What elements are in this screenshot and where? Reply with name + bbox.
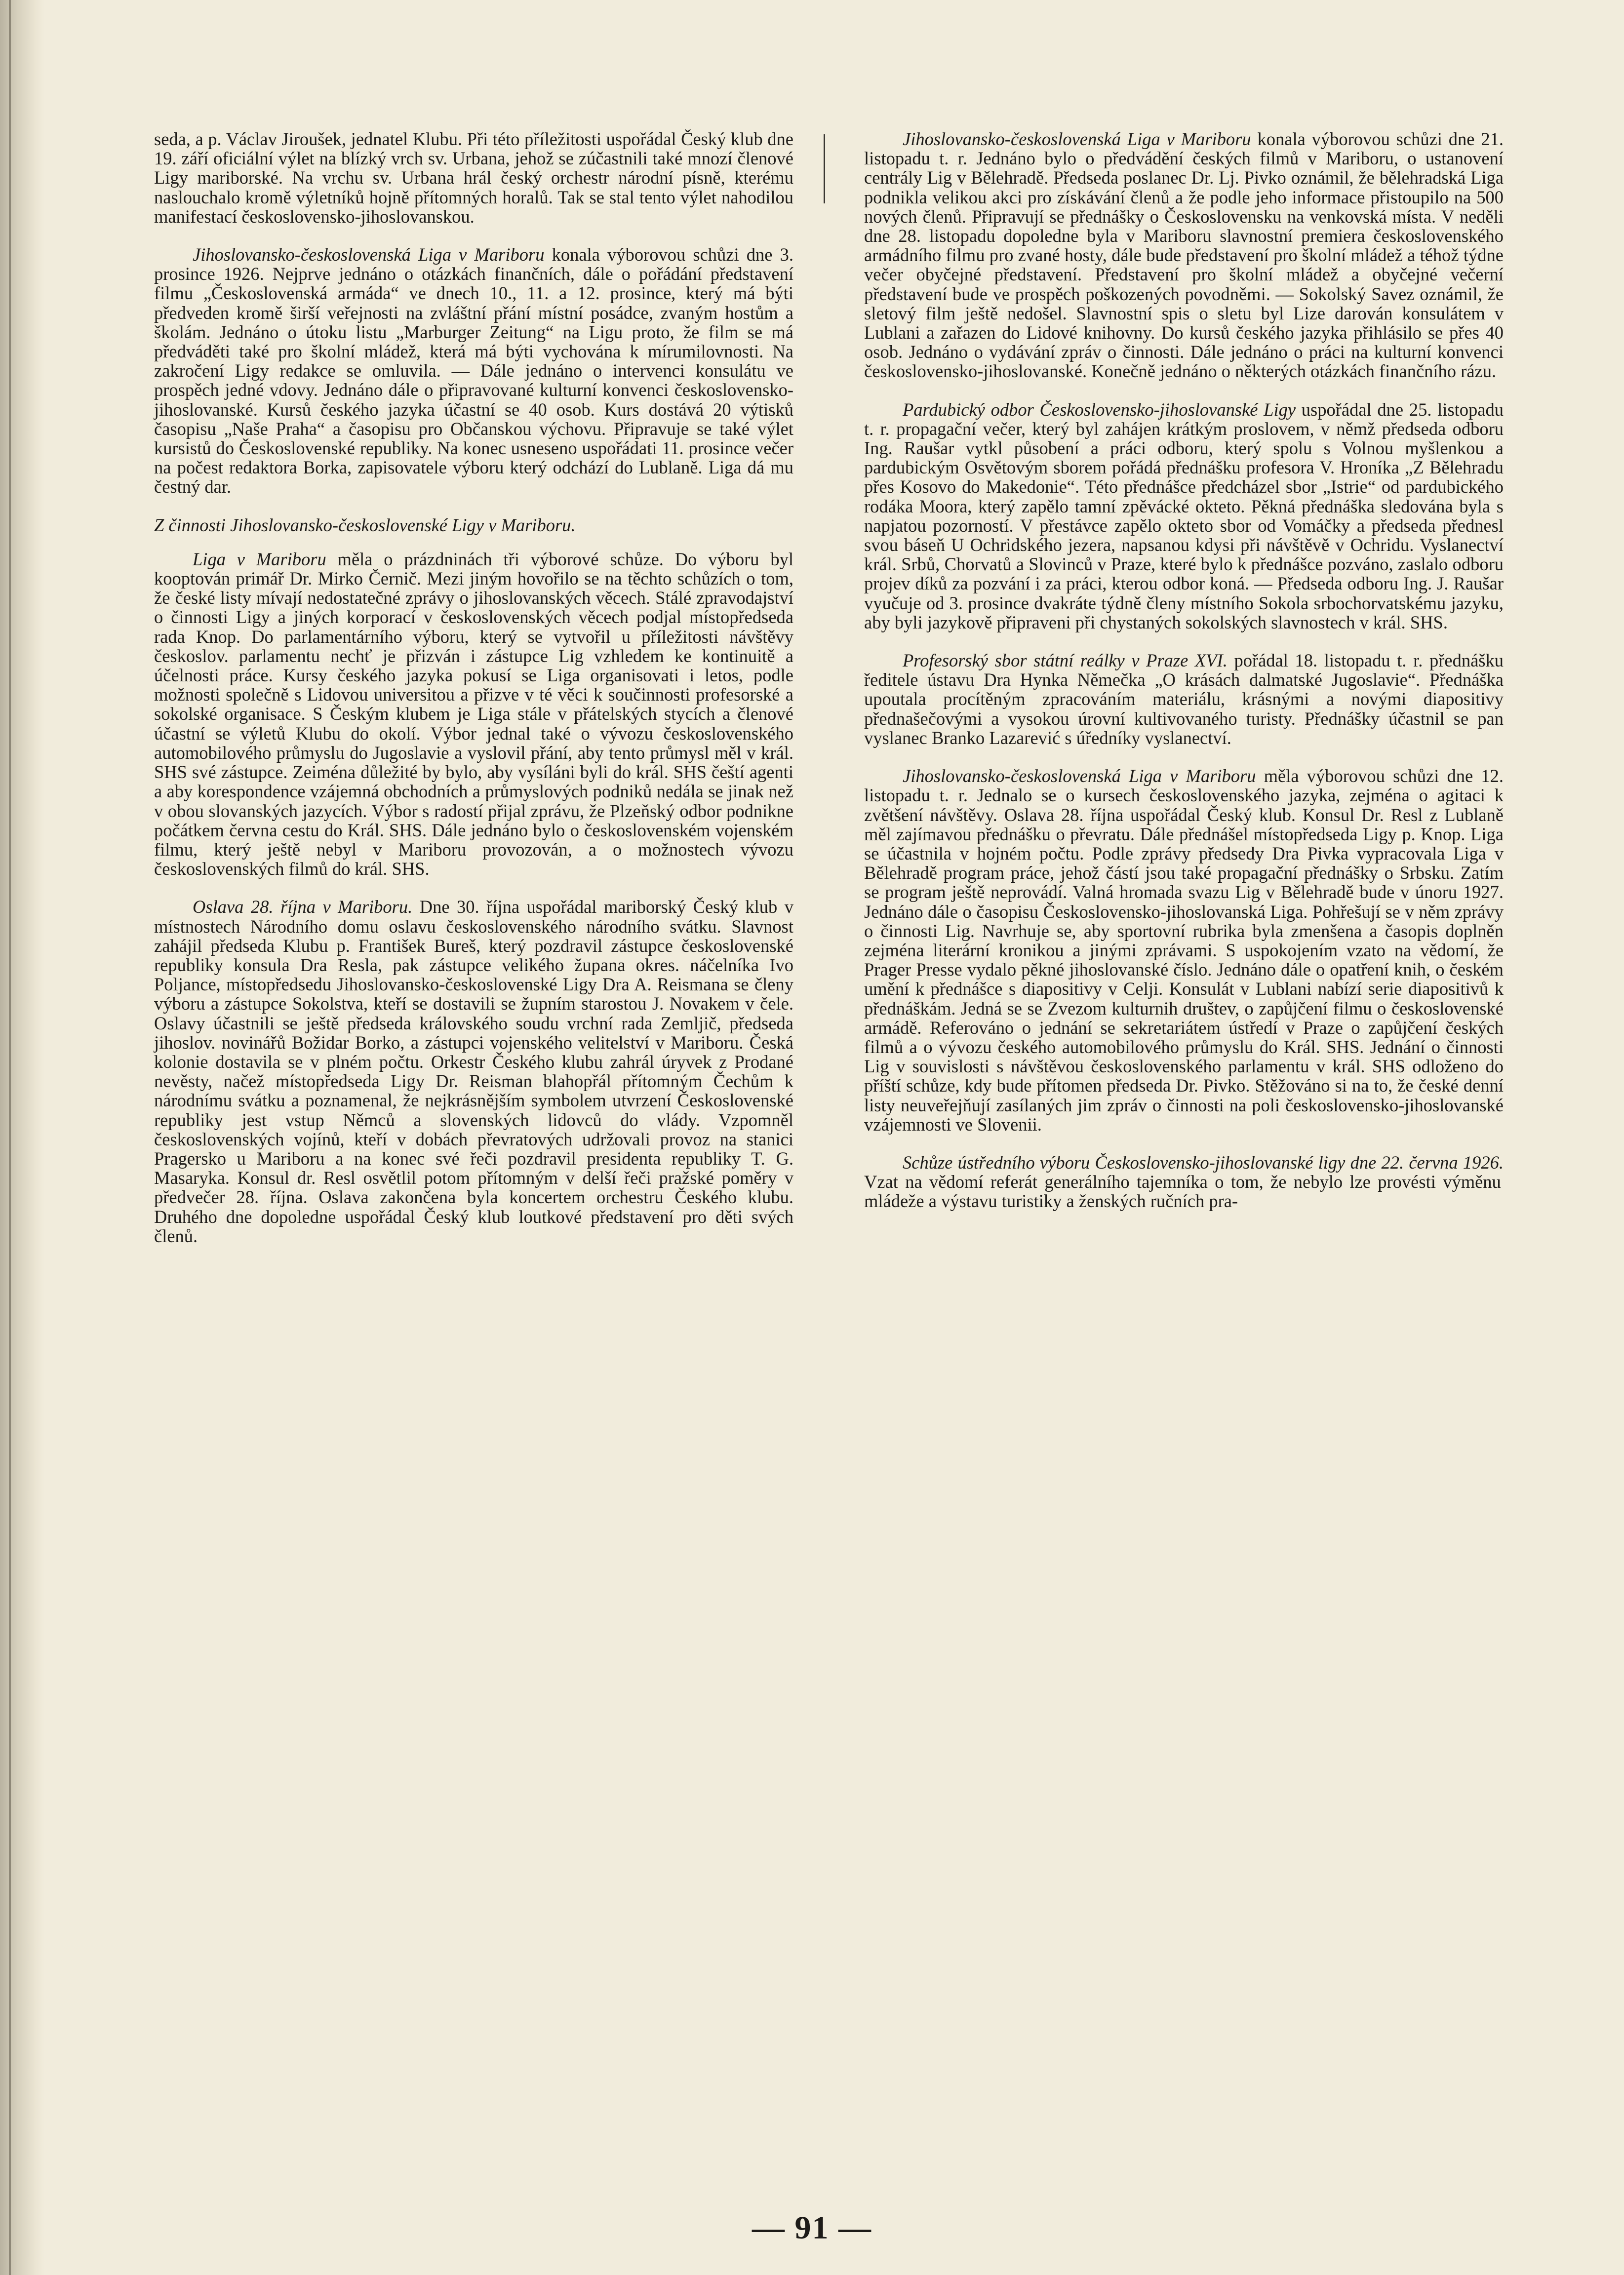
paragraph-text: měla o prázdninách tři výborové schůze. Do výboru byl kooptován primář Dr. Mirko Černič. Mezi jiným hovořilo se na těchto schůzích o tom, že české listy mívají nedostatečné zprávy o jihoslovanských věcech. Stálé zpravodajství o činnosti Ligy a jiných korporací v československých věcech podjal místopředseda rada Knop. Do parlamentárního výboru, který se vytvořil u příležitosti návštěvy českoslov. parlamentu nechť je přizván i zástupce Lig vzhledem ke kontinuitě a účelnosti práce. Kursy českého jazyka pokusí se Liga organisovati i letos, podle možnosti společně s Lidovou universitou a přizve v té věci k součinnosti profesorské a sokolské organisace. S Českým klubem je Liga stále v přátelských stycích a členové účastní se výletů Klubu do okolí. Výbor jednal také o vývozu československého automobilového průmyslu do Jugoslavie a vyslovil přání, aby tento průmysl měl v král. SHS své zástupce. Zeiména důležité by bylo, aby vysíláni byli do král. SHS čeští agenti a aby korespondence vzájemná obchodních a průmyslových podniků nedála se jinak než v obou slovanských jazycích. Výbor s radostí přijal zprávu, že Plzeňský odbor podnikne počátkem června cestu do Král. SHS. Dále jednáno bylo o československém vojenském filmu, který ještě nebyl v Mariboru provozován, a o možnostech vývozu československých filmů do král. SHS.: [154, 549, 793, 879]
paragraph-liga-maribor-dec: [154, 245, 793, 497]
book-gutter: [0, 0, 44, 2275]
paragraph-lead: Oslava 28. října v Mariboru.: [193, 897, 413, 917]
paragraph-lead: Jihoslovansko-československá Liga v Mariboru: [903, 129, 1251, 149]
paragraph-text: uspořádal dne 25. listopadu t. r. propagační večer, který byl zahájen krátkým proslovem, v němž předseda odboru Ing. Raušar vytkl působení a práci odboru, který spolu s Volnou myšlenkou a pardubickým Osvětovým sborem pořádá přednášku profesora V. Hroníka „Z Bělehradu přes Kosovo do Makedonie“. Této přednášce předcházel sbor „Istrie“ od pardubického rodáka Moora, který zapělo tamní zpěvácké okteto. Pěkná přednáška sledována byla s napjatou pozorností. V přestávce zapělo okteto sbor od Vomáčky a předseda přednesl svou báseň U Ochridského jezera, napsanou kdysi při návštěvě v Ochridu. Vyslanectví král. Srbů, Chorvatů a Slovinců v Praze, které bylo k přednášce pozváno, zaslalo odboru projev díků za pozvání i za práci, kterou odbor koná. — Předseda odboru Ing. J. Raušar vyučuje od 3. prosince dvakráte týdně členy místního Sokola srbochorvatskému jazyku, aby byli jazykově připraveni při chystaných sokolských slavnostech v král. SHS.: [864, 399, 1504, 632]
section-heading: Z činnosti Jihoslovansko-československé Ligy v Mariboru.: [154, 514, 576, 535]
page-number: — 91 —: [752, 2210, 872, 2246]
paragraph-lead: Pardubický odbor Československo-jihoslovanské Ligy: [903, 399, 1296, 420]
paragraph-text: pořádal 18. listopadu t. r. přednášku ředitele ústavu Dra Hynka Němečka „O krásách dalmatské Jugoslavie“. Přednáška upoutala procítěným zpracováním materiálu, krásnými a novými diapositivy přednašečovými a vysokou úrovní kultivovaného turisty. Přednášky účastnil se pan vyslanec Branko Lazarević s úředníky vyslanectví.: [864, 650, 1504, 748]
paragraph-pardubice: [864, 400, 1504, 632]
paragraph-lead: Liga v Mariboru: [193, 549, 326, 569]
paragraph-text: seda, a p. Václav Jiroušek, jednatel Klubu. Při této příležitosti uspořádal Český klub dne 19. září oficiální výlet na blízký vrch sv. Urbana, jehož se zúčastnili také mnozí členové Ligy mariborské. Na vrchu sv. Urbana hrál český orchestr národní písně, kterému naslouchalo kromě výletníků hojně přítomných horalů. Tak se stal tento výlet nahodilou manifestací československo-jihoslovanskou.: [154, 129, 793, 227]
paragraph-realka-praha: [864, 651, 1504, 747]
paragraph-oslava: [154, 897, 793, 1246]
paragraph-liga-maribor-nov21: [864, 129, 1504, 381]
paragraph-ustredni-vybor: [864, 1153, 1504, 1211]
binding-edge: [9, 0, 11, 2275]
paragraph-lead: Schůze ústředního výboru Československo-jihoslovanské ligy dne 22. června 1926.: [903, 1152, 1504, 1173]
paragraph-text: Vzat na vědomí referát generálního tajemníka o tom, že nebylo lze provésti výměnu mládeže a výstavu turistiky a ženských ručních pra-: [864, 1172, 1501, 1212]
column-rule: [824, 134, 825, 203]
paragraph-liga-summer: [154, 549, 793, 878]
paragraph-text: konala výborovou schůzi dne 3. prosince 1926. Nejprve jednáno o otázkách finančních, dále o pořádání představení filmu „Československá armáda“ ve dnech 10., 11. a 12. prosince, který má býti předveden kromě širší veřejnosti na zvláštní přání místní posádce, zvaným hostům a školám. Jednáno o útoku listu „Marburger Zeitung“ na Ligu proto, že film se má předváděti také pro školní mládež, která má býti vychována k mírumilovnosti. Na zakročení Ligy redakce se omluvila. — Dále jednáno o intervenci konsulátu ve prospěch jedné vdovy. Jednáno dále o připravované kulturní konvenci československo-jihoslovanské. Kursů českého jazyka účastní se 40 osob. Kurs dostává 20 výtisků časopisu „Naše Praha“ a časopisu pro Občanskou výchovu. Připravuje se také výlet kursistů do Československé republiky. Na konec usneseno uspořádati 11. prosince večer na počest redaktora Borka, zapisovatele výboru který odchází do Lublaně. Liga dá mu čestný dar.: [154, 244, 793, 497]
paragraph-liga-maribor-nov12: [864, 766, 1504, 1134]
paragraph-lead: Jihoslovansko-československá Liga v Mariboru: [193, 244, 545, 265]
paragraph-lead: Jihoslovansko-československá Liga v Mariboru: [903, 766, 1256, 786]
right-column: [864, 129, 1504, 1211]
paragraph-text: Dne 30. října uspořádal mariborský Český klub v místnostech Národního domu oslavu československého národního svátku. Slavnost zahájil předseda Klubu p. František Bureš, který pozdravil zástupce československé republiky konsula Dra Resla, pak zástupce velikého župana okres. náčelníka Ivo Poljance, místopředsedu Jihoslovansko-československé Ligy Dra A. Reismana se členy výboru a zástupce Sokolstva, kteří se dostavili se župním starostou J. Novakem v čele. Oslavy účastnili se ještě předseda královského soudu vrchní rada Zemljič, předseda jihoslov. novinářů Božidar Borko, a zástupci vojenského velitelství v Mariboru. Česká kolonie dostavila se v plném počtu. Orkestr Českého klubu zahrál úryvek z Prodané nevěsty, načež místopředseda Ligy Dr. Reisman blahopřál přítomným Čechům k národnímu svátku a poznamenal, že nejkrásnějším symbolem utvrzení Československé republiky jest vstup Němců a slovenských lidovců do vlády. Vzpomněl československých vojínů, kteří v dobách převratových udržovali provoz na stanici Pragersko u Mariboru a na konec své řeči pozdravil presidenta republiky T. G. Masaryka. Konsul dr. Resl osvětlil potom přítomným v delší řeči pražské poměry v předvečer 28. října. Oslava zakončena byla koncertem orchestru Českého klubu. Druhého dne dopoledne uspořádal Český klub loutkové představení pro děti svých členů.: [154, 897, 794, 1246]
paragraph-continuation: [154, 129, 793, 226]
paragraph-text: konala výborovou schůzi dne 21. listopadu t. r. Jednáno bylo o předvádění českých filmů v Mariboru, o ustanovení centrály Lig v Bělehradě. Předseda poslanec Dr. Lj. Pivko oznámil, že bělehradská Liga podnikla velikou akci pro získávání členů a že podle jeho informace přistoupilo na 500 nových členů. Připravují se přednášky o Československu na venkovská místa. V neděli dne 28. listopadu dopoledne byla v Mariboru slavnostní premiera československého armádního filmu pro zvané hosty, dále bude představení pro školní mládež a téhož týdne večer obyčejné představení. Představení pro školní mládež a obyčejné večerní představení bude ve prospěch poškozených povodněmi. — Sokolský Savez oznámil, že sletový film ještě nedošel. Slavnostní spis o sletu byl Lize darován konsulátem v Lublani a zařazen do Lidové knihovny. Do kursů českého jazyka přihlásilo se přes 40 osob. Jednáno o vydávání zpráv o činnosti. Dále jednáno o práci na kulturní konvenci československo-jihoslovanské. Konečně jednáno o některých otázkách finančního rázu.: [864, 129, 1504, 382]
left-column: [154, 129, 793, 1246]
paragraph-lead: Profesorský sbor státní reálky v Praze XVI.: [903, 650, 1228, 671]
paragraph-text: měla výborovou schůzi dne 12. listopadu t. r. Jednalo se o kursech československého jazyka, zejména o agitaci k zvětšení návštěvy. Oslava 28. října uspořádal Český klub. Konsul Dr. Resl z Lublaně měl zajímavou přednášku o převratu. Dále přednášel místopředseda Ligy p. Knop. Liga se účastnila v hojném počtu. Podle zprávy předsedy Dra Pivka vypracovala Liga v Bělehradě program práce, jehož částí jsou také propagační přednášky o Srbsku. Zatím se program ještě neprovádí. Valná hromada svazu Lig v Bělehradě bude v únoru 1927. Jednáno dále o časopisu Československo-jihoslovanská Liga. Pohřešují se v něm zprávy o činnosti Lig. Navrhuje se, aby sportovní rubrika byla zmenšena a časopis doplněn zejména literární kronikou a jinými zprávami. S uspokojením vzato na vědomí, že Prager Presse vydalo pěkné jihoslovanské číslo. Jednáno dále o opatření knih, o českém umění k přednášce s diapositivy v Celji. Konsulát v Lublani nabízí serie diapositivů k přednáškám. Jedná se se Zvezom kulturnih društev, o zapůjčení filmu o československé armádě. Referováno o jednání se sekretariátem ústředí v Praze o zapůjčení českých filmů a o vývozu českého automobilového průmyslu do Král. SHS. Jednání o činnosti Lig v souvislosti s návštěvou československého parlamentu v král. SHS odloženo do příští schůze, kdy bude přítomen předseda Dr. Pivko. Stěžováno si na to, že české denní listy neuveřejňují zasílaných jim zpráv o činnosti na poli československo-jihoslovanské vzájemnosti ve Slovenii.: [864, 766, 1504, 1135]
